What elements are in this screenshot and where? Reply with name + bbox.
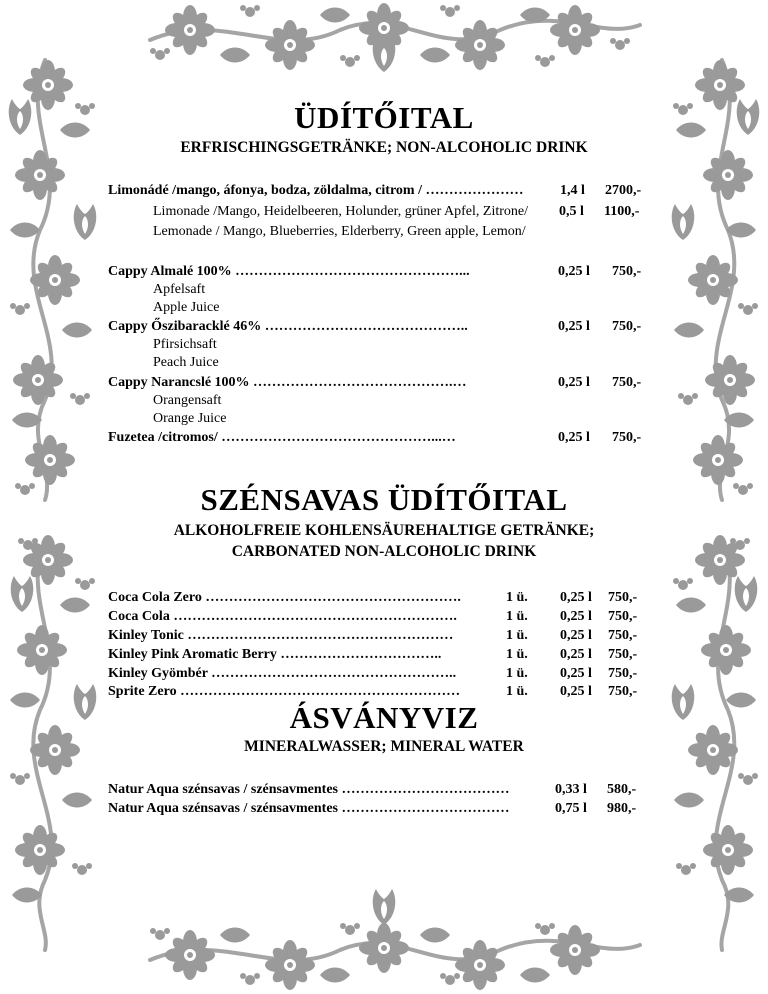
item-name: Cappy Narancslé 100% …………………………………….… [108, 375, 467, 390]
item-price: 750,- [608, 609, 638, 624]
item-size: 0,75 l [555, 801, 587, 816]
section-title-carbonated: SZÉNSAVAS ÜDÍTŐITAL [200, 482, 568, 517]
item-qty: 1 ü. [506, 628, 528, 643]
item-name-en: Apple Juice [153, 300, 220, 315]
item-qty: 1 ü. [506, 609, 528, 624]
item-name: Natur Aqua szénsavas / szénsavmentes ……………………………… [108, 782, 510, 797]
item-price: 750,- [612, 430, 642, 445]
item-name: Limonádé /mango, áfonya, bodza, zöldalma, citrom / ………………… [108, 183, 524, 198]
item-name-en: Peach Juice [153, 355, 219, 370]
item-name-en: Orange Juice [153, 411, 227, 426]
item-name-en: Lemonade / Mango, Blueberries, Elderberry, Green apple, Lemon/ [153, 224, 526, 239]
item-size: 0,25 l [560, 647, 592, 662]
item-price: 580,- [607, 782, 637, 797]
item-price: 750,- [612, 264, 642, 279]
item-size: 0,25 l [560, 609, 592, 624]
item-price: 750,- [608, 590, 638, 605]
item-price: 750,- [608, 684, 638, 699]
item-name: Natur Aqua szénsavas / szénsavmentes ……………………………… [108, 801, 510, 816]
item-name-de: Limonade /Mango, Heidelbeeren, Holunder, grüner Apfel, Zitrone/ [153, 204, 528, 219]
section-subtitle: CARBONATED NON-ALCOHOLIC DRINK [231, 543, 537, 560]
item-price: 1100,- [604, 204, 640, 219]
item-name: Fuzetea /citromos/ ………………………………………...… [108, 430, 456, 445]
item-name-de: Orangensaft [153, 393, 222, 408]
item-name-de: Pfirsichsaft [153, 337, 217, 352]
item-name: Coca Cola Zero ………………………………………………. [108, 590, 461, 605]
item-size: 0,25 l [560, 684, 592, 699]
item-price: 750,- [608, 628, 638, 643]
item-name-de: Apfelsaft [153, 282, 206, 297]
item-price: 750,- [612, 375, 642, 390]
item-size: 0,25 l [558, 319, 590, 334]
item-size: 0,25 l [558, 430, 590, 445]
item-name: Cappy Almalé 100% …………………………………………... [108, 264, 470, 279]
item-price: 980,- [607, 801, 637, 816]
item-name: Kinley Gyömbér …………………………………………….. [108, 666, 457, 681]
item-price: 750,- [608, 647, 638, 662]
item-size: 0,25 l [560, 628, 592, 643]
item-size: 0,25 l [558, 375, 590, 390]
item-qty: 1 ü. [506, 666, 528, 681]
section-title-mineral-water: ÁSVÁNYVIZ [289, 700, 479, 735]
item-qty: 1 ü. [506, 684, 528, 699]
item-price: 750,- [612, 319, 642, 334]
item-qty: 1 ü. [506, 590, 528, 605]
item-name: Cappy Őszibaracklé 46% …………………………………….. [108, 319, 468, 334]
item-name: Kinley Tonic ………………………………………………… [108, 628, 454, 643]
section-subtitle: MINERALWASSER; MINERAL WATER [244, 738, 524, 755]
item-size: 1,4 l [560, 183, 585, 198]
item-name: Sprite Zero …………………………………………………… [108, 684, 461, 699]
item-qty: 1 ü. [506, 647, 528, 662]
item-price: 750,- [608, 666, 638, 681]
item-name: Coca Cola ……………………………………………………. [108, 609, 457, 624]
item-size: 0,5 l [559, 204, 584, 219]
item-size: 0,25 l [560, 666, 592, 681]
section-subtitle: ERFRISCHINGSGETRÄNKE; NON-ALCOHOLIC DRINK [180, 139, 588, 156]
section-subtitle: ALKOHOLFREIE KOHLENSÄUREHALTIGE GETRÄNKE; [173, 522, 595, 539]
item-size: 0,25 l [560, 590, 592, 605]
item-price: 2700,- [605, 183, 642, 198]
item-size: 0,33 l [555, 782, 587, 797]
section-title-soft-drinks: ÜDÍTŐITAL [294, 100, 474, 135]
item-size: 0,25 l [558, 264, 590, 279]
item-name: Kinley Pink Aromatic Berry …………………………….. [108, 647, 442, 662]
